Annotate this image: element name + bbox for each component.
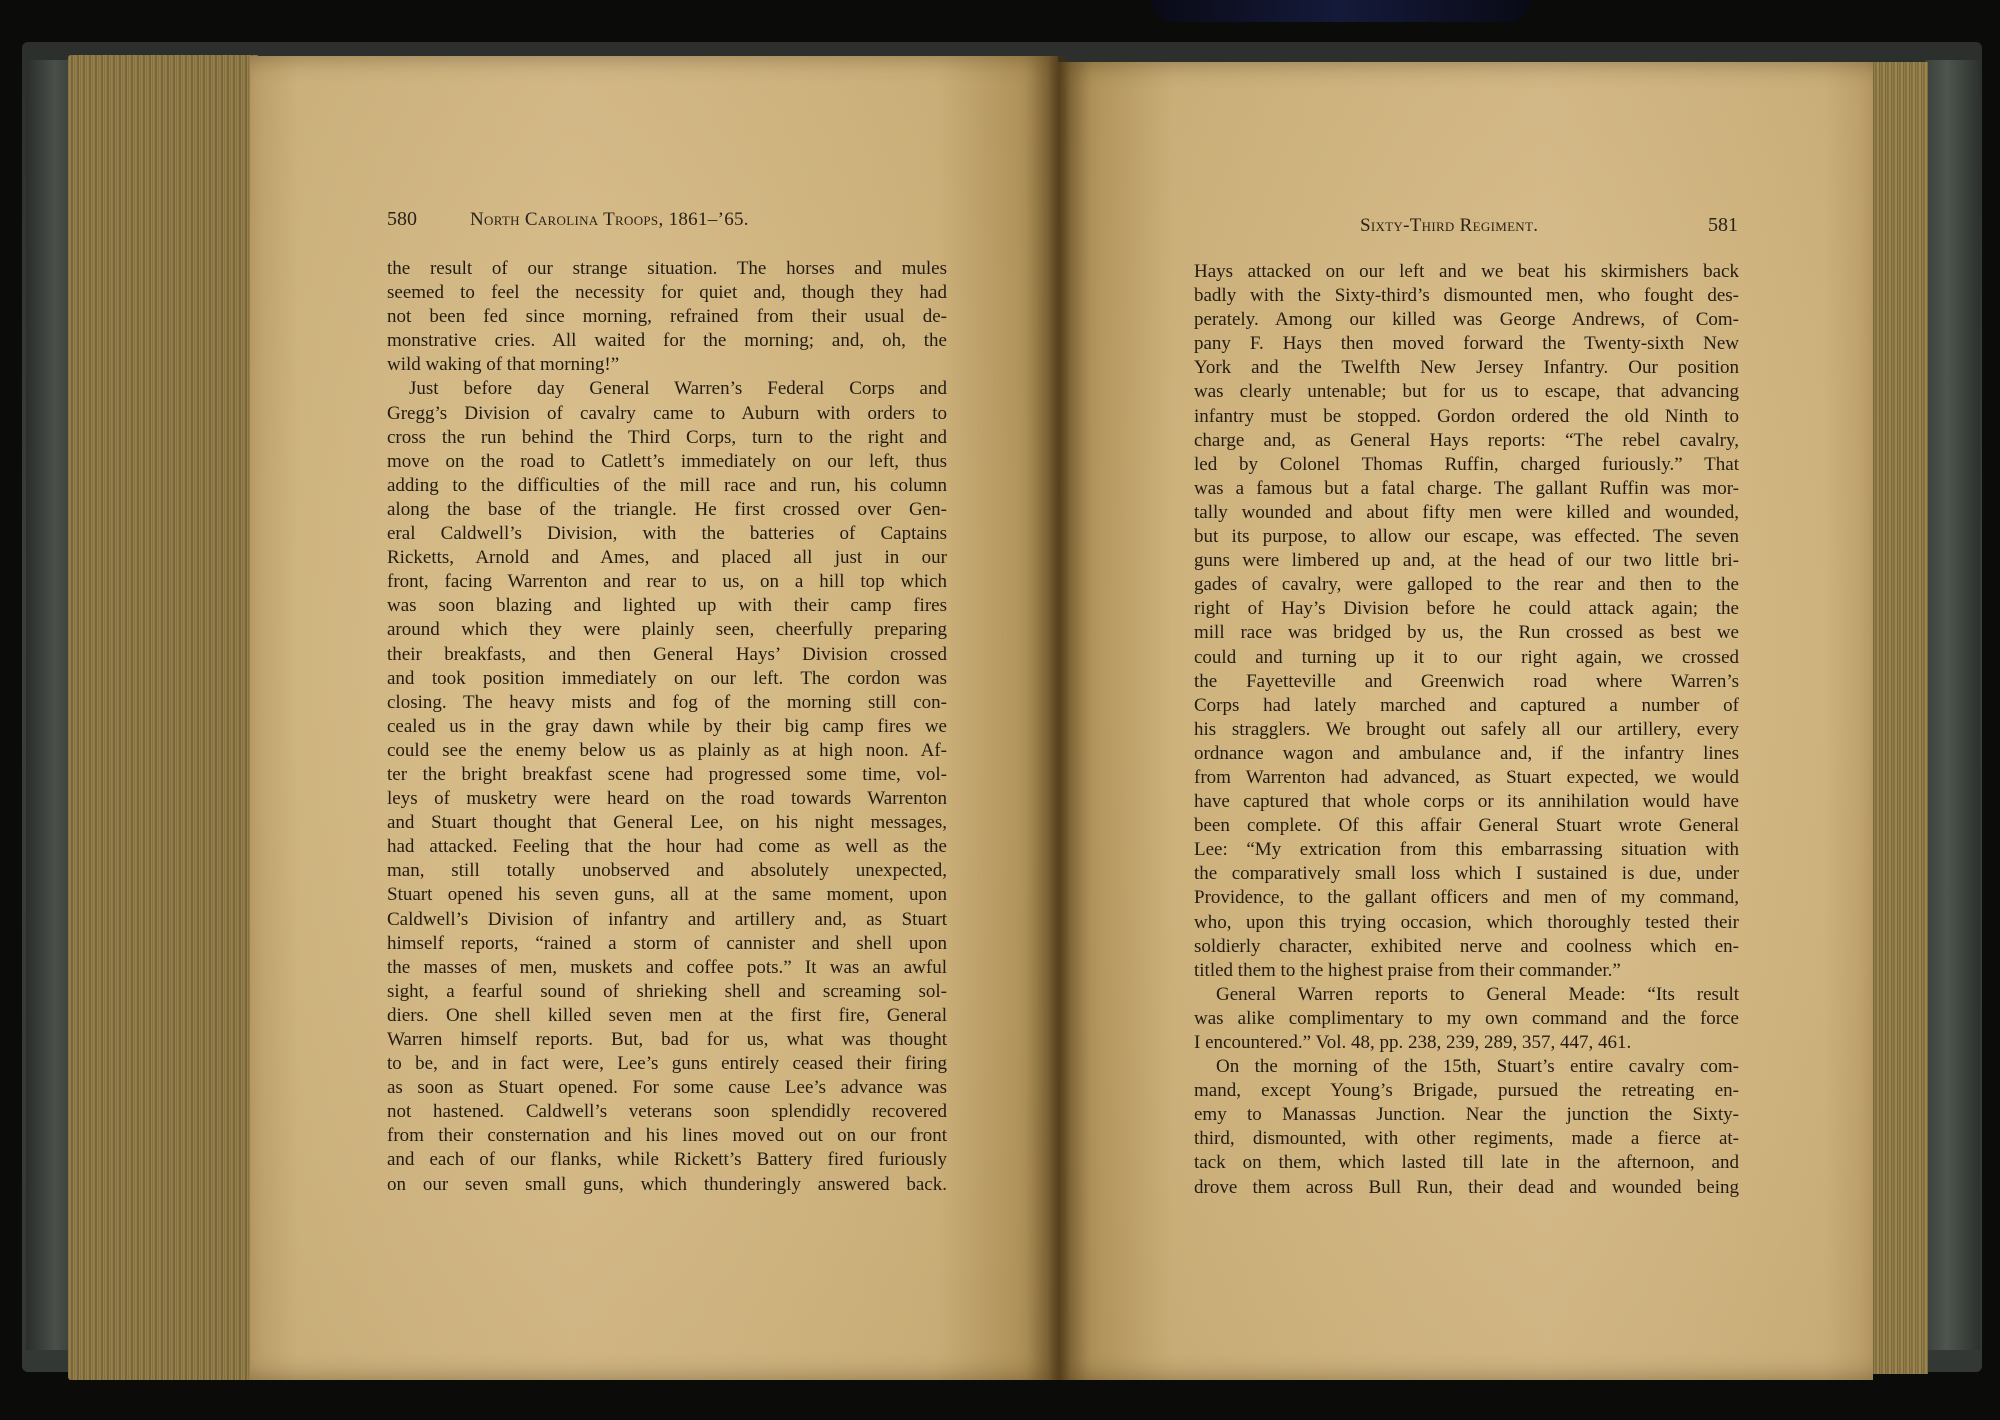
text-line: titled them to the highest praise from their commander.” xyxy=(1194,959,1621,981)
text-line: the result of our strange situation. The horses and mules xyxy=(387,258,947,279)
left-running-head: North Carolina Troops, 1861–’65. xyxy=(470,209,749,230)
left-page xyxy=(250,56,1058,1380)
text-line: tack on them, which lasted till late in the afternoon, and xyxy=(1194,1152,1739,1174)
text-line: mand, except Young’s Brigade, pursued the retreating en- xyxy=(1194,1080,1739,1102)
text-line: guns were limbered up and, at the head of our two little bri- xyxy=(1194,550,1739,572)
text-line: tally wounded and about fifty men were killed and wounded, xyxy=(1194,501,1739,523)
right-page-stack xyxy=(1868,62,1928,1374)
text-line: Corps had lately marched and captured a number of xyxy=(1194,694,1739,716)
left-board-edge xyxy=(26,60,74,1350)
text-line: General Warren reports to General Meade: “Its result xyxy=(1216,983,1739,1005)
text-line: could and turning up it to our right again, we crossed xyxy=(1194,646,1739,668)
text-line: infantry must be stopped. Gordon ordered the old Ninth to xyxy=(1194,405,1739,427)
text-line: cross the run behind the Third Corps, turn to the right and xyxy=(387,426,947,448)
text-line: Lee: “My extrication from this embarrassing situation with xyxy=(1194,839,1739,861)
text-line: around which they were plainly seen, cheerfully preparing xyxy=(387,619,947,641)
text-line: soldierly character, exhibited nerve and coolness which en- xyxy=(1194,935,1739,957)
text-line: the comparatively small loss which I sustained is due, under xyxy=(1194,863,1739,885)
text-line: mill race was bridged by us, the Run crossed as best we xyxy=(1194,622,1739,644)
text-line: to be, and in fact were, Lee’s guns entirely ceased their firing xyxy=(387,1053,947,1075)
text-line: the Fayetteville and Greenwich road where Warren’s xyxy=(1194,670,1739,692)
text-line: front, facing Warrenton and rear to us, on a hill top which xyxy=(387,571,947,593)
text-line: had attacked. Feeling that the hour had come as well as the xyxy=(387,836,947,858)
text-line: was a famous but a fatal charge. The gallant Ruffin was mor- xyxy=(1194,477,1739,499)
text-line: drove them across Bull Run, their dead and wounded being xyxy=(1194,1176,1739,1198)
text-line: gades of cavalry, were galloped to the rear and then to the xyxy=(1194,574,1739,596)
text-line: have captured that whole corps or its annihilation would have xyxy=(1194,791,1739,813)
text-line: seemed to feel the necessity for quiet and, though they had xyxy=(387,282,947,304)
text-line: from their consternation and his lines moved out on our front xyxy=(387,1125,947,1147)
text-line: badly with the Sixty-third’s dismounted men, who fought des- xyxy=(1194,285,1739,307)
text-line: charge and, as General Hays reports: “The rebel cavalry, xyxy=(1194,429,1739,451)
text-line: eral Caldwell’s Division, with the batteries of Captains xyxy=(387,523,947,545)
text-line: Hays attacked on our left and we beat his skirmishers back xyxy=(1194,261,1739,282)
text-line: on our seven small guns, which thunderingly answered back. xyxy=(387,1173,947,1195)
left-page-body xyxy=(387,257,947,1197)
text-line: and Stuart thought that General Lee, on his night messages, xyxy=(387,812,947,834)
text-line: not hastened. Caldwell’s veterans soon splendidly recovered xyxy=(387,1101,947,1123)
text-line: leys of musketry were heard on the road towards Warrenton xyxy=(387,788,947,810)
text-line: who, upon this trying occasion, which thoroughly tested their xyxy=(1194,911,1739,933)
text-line: their breakfasts, and then General Hays’ Division crossed xyxy=(387,643,947,665)
text-line: along the base of the triangle. He first crossed over Gen- xyxy=(387,498,947,520)
background-fabric xyxy=(1150,0,1530,22)
text-line: and took position immediately on our left. The cordon was xyxy=(387,667,947,689)
text-line: perately. Among our killed was George Andrews, of Com- xyxy=(1194,309,1739,331)
text-line: Providence, to the gallant officers and men of my command, xyxy=(1194,887,1739,909)
text-line: was soon blazing and lighted up with their camp fires xyxy=(387,595,947,617)
text-line: Stuart opened his seven guns, all at the same moment, upon xyxy=(387,884,947,906)
text-line: move on the road to Catlett’s immediately on our left, thus xyxy=(387,450,947,472)
text-line: was alike complimentary to my own command and the force xyxy=(1194,1007,1739,1029)
text-line: ter the bright breakfast scene had progressed some time, vol- xyxy=(387,763,947,785)
text-line: diers. One shell killed seven men at the first fire, General xyxy=(387,1004,947,1026)
text-line: On the morning of the 15th, Stuart’s entire cavalry com- xyxy=(1216,1056,1739,1078)
text-line: emy to Manassas Junction. Near the junction the Sixty- xyxy=(1194,1104,1739,1126)
right-page-body xyxy=(1194,260,1739,1200)
text-line: adding to the difficulties of the mill race and run, his column xyxy=(387,474,947,496)
text-line: Gregg’s Division of cavalry came to Auburn with orders to xyxy=(387,402,947,424)
text-line: I encountered.” Vol. 48, pp. 238, 239, 289, 357, 447, 461. xyxy=(1194,1032,1632,1053)
text-line: been complete. Of this affair General Stuart wrote General xyxy=(1194,815,1739,837)
text-line: monstrative cries. All waited for the morning; and, oh, the xyxy=(387,330,947,352)
text-line: sight, a fearful sound of shrieking shell and screaming sol- xyxy=(387,980,947,1002)
text-line: Caldwell’s Division of infantry and artillery and, as Stuart xyxy=(387,908,947,930)
text-line: but its purpose, to allow our escape, was effected. The seven xyxy=(1194,526,1739,548)
text-line: himself reports, “rained a storm of cannister and shell upon xyxy=(387,932,947,954)
text-line: closing. The heavy mists and fog of the morning still con- xyxy=(387,691,947,713)
right-running-head: Sixty-Third Regiment. xyxy=(1360,215,1539,236)
right-page-number: 581 xyxy=(1708,214,1738,236)
text-line: Ricketts, Arnold and Ames, and placed all just in our xyxy=(387,547,947,569)
text-line: not been fed since morning, refrained from their usual de- xyxy=(387,306,947,328)
text-line: the masses of men, muskets and coffee pots.” It was an awful xyxy=(387,956,947,978)
text-line: from Warrenton had advanced, as Stuart expected, we would xyxy=(1194,766,1739,788)
text-line: man, still totally unobserved and absolutely unexpected, xyxy=(387,860,947,882)
book-gutter xyxy=(1048,56,1070,1380)
left-page-stack xyxy=(68,55,258,1380)
text-line: as soon as Stuart opened. For some cause Lee’s advance was xyxy=(387,1077,947,1099)
text-line: his stragglers. We brought out safely all our artillery, every xyxy=(1194,718,1739,740)
right-page xyxy=(1058,62,1873,1380)
text-line: cealed us in the gray dawn while by their big camp fires we xyxy=(387,715,947,737)
text-line: and each of our flanks, while Rickett’s Battery fired furiously xyxy=(387,1149,947,1171)
text-line: right of Hay’s Division before he could attack again; the xyxy=(1194,598,1739,620)
text-line: led by Colonel Thomas Ruffin, charged furiously.” That xyxy=(1194,453,1739,475)
text-line: ordnance wagon and ambulance and, if the infantry lines xyxy=(1194,742,1739,764)
text-line: pany F. Hays then moved forward the Twenty-sixth New xyxy=(1194,333,1739,355)
left-page-number: 580 xyxy=(387,208,417,230)
text-line: could see the enemy below us as plainly as at high noon. Af- xyxy=(387,739,947,761)
text-line: wild waking of that morning!” xyxy=(387,354,620,376)
text-line: Just before day General Warren’s Federal Corps and xyxy=(409,378,947,400)
text-line: York and the Twelfth New Jersey Infantry. Our position xyxy=(1194,357,1739,379)
right-board-edge xyxy=(1925,60,1980,1350)
text-line: third, dismounted, with other regiments, made a fierce at- xyxy=(1194,1128,1739,1150)
text-line: Warren himself reports. But, bad for us, what was thought xyxy=(387,1029,947,1050)
text-line: was clearly untenable; but for us to escape, that advancing xyxy=(1194,381,1739,403)
